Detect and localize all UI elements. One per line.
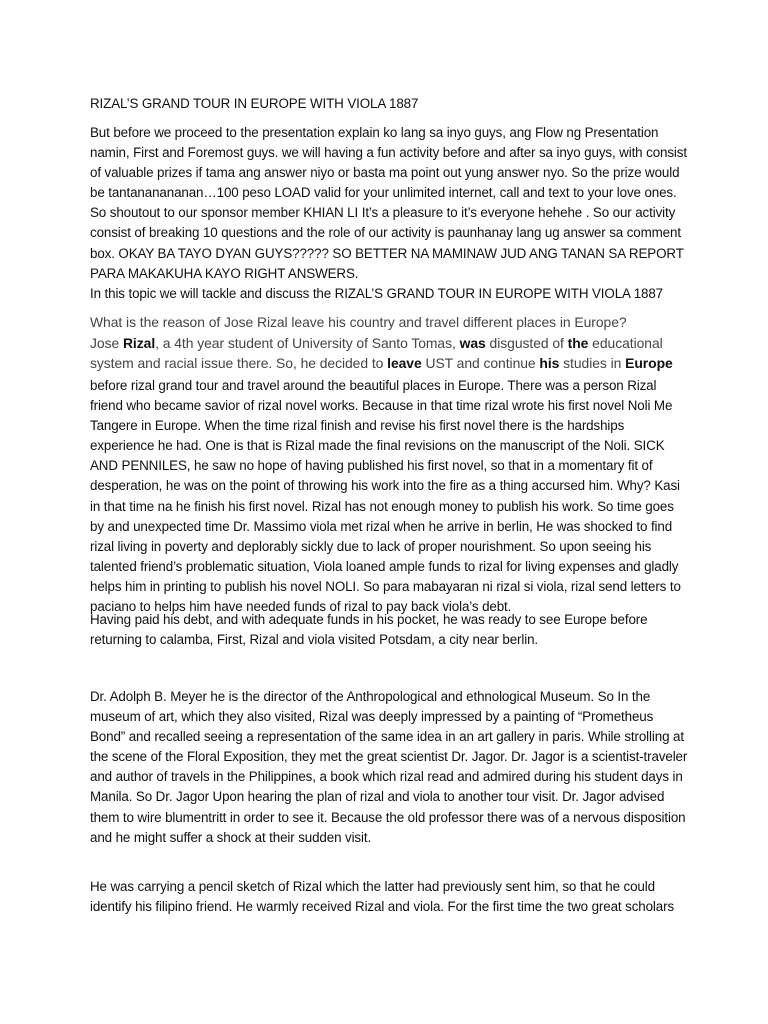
- meyer-paragraph: Dr. Adolph B. Meyer he is the director of the Anthropological and ethnological Museum. So In the museum of art, which they also visited, Rizal was deeply impressed by a painting of “Prometheus Bond” and recalled seeing a representation of the same idea in an art gallery in paris. While strolling at the scene of the Floral Exposition, they met the great scientist Dr. Jagor. Dr. Jagor is a scientist-traveler and author of travels in the Philippines, a book which rizal read and admired during his student days in Manila. So Dr. Jagor Upon hearing the plan of rizal and viola to another tour visit. Dr. Jagor advised them to wire blumentritt in order to see it. Because the old professor there was of a nervous disposition and he might suffer a shock at their sudden visit.: [90, 689, 688, 845]
- reason-bold-word: Rizal: [122, 334, 156, 351]
- reason-text: Jose: [90, 334, 123, 351]
- reason-text: disgusted of: [485, 334, 568, 351]
- reason-text: educational system and racial issue there. So, he decided to: [90, 334, 663, 371]
- reason-bold-word: Europe: [625, 355, 673, 371]
- sketch-paragraph: He was carrying a pencil sketch of Rizal which the latter had previously sent him, so that he could identify his filipino friend. He warmly received Rizal and viola. For the first time the two great scholars: [90, 879, 675, 915]
- topic-paragraph: In this topic we will tackle and discuss the RIZAL’S GRAND TOUR IN EUROPE WITH VIOLA 1887: [90, 286, 664, 301]
- document-title: RIZAL’S GRAND TOUR IN EUROPE WITH VIOLA 1887: [90, 96, 419, 111]
- reason-bold-word: the: [567, 334, 589, 351]
- reason-paragraph: [90, 312, 690, 374]
- reason-text: , a 4th year student of University of Santo Tomas,: [155, 334, 460, 351]
- reason-text: studies in: [559, 355, 626, 371]
- viola-paragraph: before rizal grand tour and travel around the beautiful places in Europe. There was a person Rizal friend who became savior of rizal novel works. Because in that time rizal wrote his first novel Noli Me Tangere in Europe. When the time rizal finish and revise his first novel there is the hardships experience he had. One is that is Rizal made the final revisions on the manuscript of the Noli. SICK AND PENNILES, he saw no hope of having published his first novel, so that in a momentary fit of desperation, he was on the point of throwing his work into the fire as a thing accursed him. Why? Kasi in that time na he finish his first novel. Rizal has not enough money to publish his work. So time goes by and unexpected time Dr. Massimo viola met rizal when he arrive in berlin, He was shocked to find rizal living in poverty and deplorably sickly due to lack of proper nourishment. So upon seeing his talented friend’s problematic situation, Viola loaned ample funds to rizal for living expenses and gladly helps him in printing to publish his novel NOLI. So para mabayaran ni rizal si viola, rizal send letters to paciano to helps him have needed funds of rizal to pay back viola’s debt.: [90, 378, 681, 615]
- reason-bold-word: was: [459, 334, 486, 351]
- reason-question: What is the reason of Jose Rizal leave his country and travel different places in Europe?: [90, 314, 627, 330]
- intro-paragraph: But before we proceed to the presentation explain ko lang sa inyo guys, ang Flow ng Presentation namin, First and Foremost guys. we will having a fun activity before and after sa inyo guys, with consist of valuable prizes if tama ang answer niyo or basta ma point out yung answer nyo. So the prize would be tantananananan…100 peso LOAD valid for your unlimited internet, call and text to your love ones. So shoutout to our sponsor member KHIAN LI It’s a pleasure to it’s everyone hehehe . So our activity consist of breaking 10 questions and the role of our activity is paunhanay lang ug answer sa comment box. OKAY BA TAYO DYAN GUYS????? SO BETTER NA MAMINAW JUD ANG TANAN SA REPORT PARA MAKAKUHA KAYO RIGHT ANSWERS.: [90, 125, 687, 281]
- reason-text: UST and continue: [421, 355, 540, 371]
- potsdam-paragraph: Having paid his debt, and with adequate funds in his pocket, he was ready to see Europe before returning to calamba, First, Rizal and viola visited Potsdam, a city near berlin.: [90, 612, 648, 648]
- reason-bold-word: leave: [387, 355, 422, 371]
- reason-bold-word: his: [539, 355, 560, 371]
